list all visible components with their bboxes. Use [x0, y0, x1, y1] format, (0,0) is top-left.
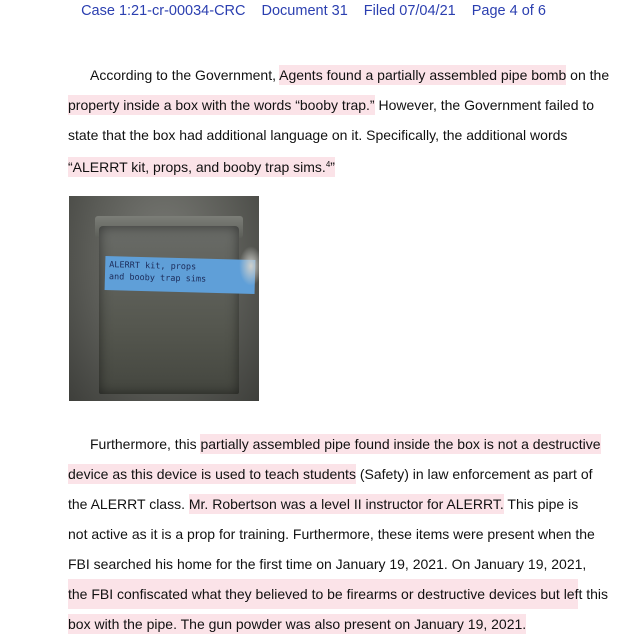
highlight: “ALERRT kit, props, and booby trap sims.$^4$”: [68, 159, 335, 175]
highlight: device as this device is used to teach students: [68, 466, 356, 482]
paragraph-2-line-6: the FBI confiscated what they believed to be firearms or destructive devices but left this: [68, 579, 578, 609]
paragraph-2-line-1: Furthermore, this partially assembled pipe found inside the box is not a destructive: [90, 436, 601, 452]
paragraph-2-line-5: FBI searched his home for the first time on January 19, 2021. On January 19, 2021,: [68, 556, 587, 572]
paragraph-1-line-4: [68, 150, 578, 180]
highlight: box with the pipe. The gun powder was also present on January 19, 2021.: [68, 616, 527, 632]
paragraph-2: [68, 429, 609, 639]
highlight: partially assembled pipe found inside the box is not a destructive: [200, 436, 601, 452]
footnote-ref: 4: [325, 160, 331, 169]
evidence-box-photo: [69, 196, 259, 401]
tape-text-line-1: ALERRT kit, props: [109, 260, 197, 273]
paragraph-1-line-3: state that the box had additional language on it. Specifically, the additional words: [68, 127, 568, 143]
paragraph-1-line-2: property inside a box with the words “booby trap.” However, the Government failed to: [68, 97, 595, 113]
highlight: property inside a box with the words “booby trap.”: [68, 97, 375, 113]
tape-text-line-2: and booby trap sims: [108, 272, 207, 285]
highlight: Mr. Robertson was a level II instructor for ALERRT.: [188, 496, 504, 512]
ammo-box: [99, 226, 239, 394]
blue-tape-label: [105, 256, 256, 294]
paragraph-1-line-1: According to the Government, Agents found a partially assembled pipe bomb on the: [90, 67, 610, 83]
case-number: Case 1:21-cr-00034-CRC: [81, 3, 246, 19]
paragraph-2-line-2: device as this device is used to teach students (Safety) in law enforcement as part of: [68, 466, 593, 482]
light-reflection: [239, 246, 259, 286]
filed-date: Filed 07/04/21: [363, 3, 456, 19]
case-header: [0, 3, 627, 19]
paragraph-1: [68, 60, 610, 180]
paragraph-2-line-7: [68, 609, 578, 639]
paragraph-2-line-3: the ALERRT class. Mr. Robertson was a level II instructor for ALERRT. This pipe is: [68, 496, 579, 512]
document-number: Document 31: [261, 3, 348, 19]
paragraph-2-line-4: not active as it is a prop for training. Furthermore, these items were present when the: [68, 526, 595, 542]
page-number: Page 4 of 6: [471, 3, 546, 19]
highlight: Agents found a partially assembled pipe bomb: [279, 67, 567, 83]
